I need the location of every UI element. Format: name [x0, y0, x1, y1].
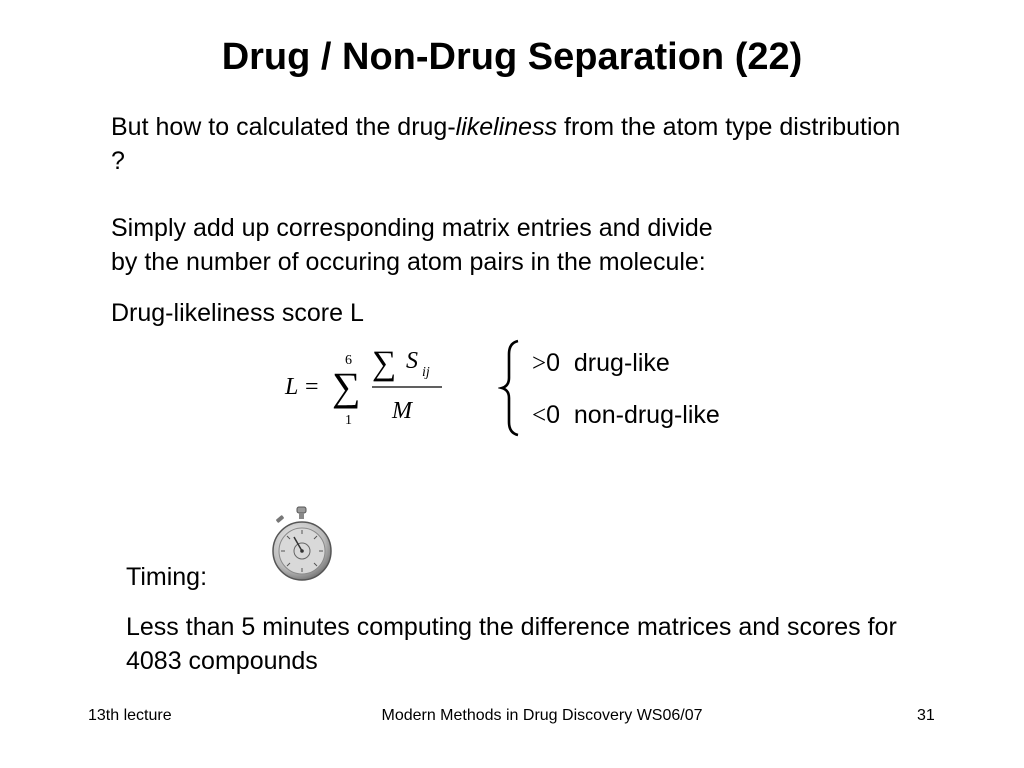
- sum-upper-limit: 6: [345, 353, 352, 368]
- outer-sigma: ∑: [332, 364, 361, 409]
- question-text-end: from the atom type distribution ?: [111, 113, 901, 175]
- condition-drug-like: [532, 346, 670, 381]
- condition-brace: [498, 338, 524, 438]
- question-paragraph: [111, 110, 911, 178]
- timing-text: Less than 5 minutes computing the difference matrices and scores for 4083 compounds: [126, 613, 897, 675]
- sum-lower-limit: 1: [345, 413, 352, 428]
- timing-label: Timing:: [126, 563, 208, 591]
- formula-equals: =: [305, 374, 319, 400]
- slide-title: Drug / Non-Drug Separation (22): [221, 36, 803, 78]
- footer-course: Modern Methods in Drug Discovery WS06/07: [381, 707, 703, 724]
- condition-text: 0 drug-like: [546, 349, 670, 377]
- condition-symbol: <: [532, 402, 547, 429]
- method-line-2: by the number of occuring atom pairs in the molecule:: [111, 248, 706, 276]
- question-text-start: But how to calculated the drug-: [111, 113, 456, 141]
- condition-text: 0 non-drug-like: [546, 401, 720, 429]
- formula-lhs: L: [285, 374, 299, 400]
- method-line-1: Simply add up corresponding matrix entries and divide: [111, 214, 713, 242]
- question-text-italic: likeliness: [455, 113, 558, 141]
- stopwatch-icon: [266, 503, 336, 585]
- score-label: Drug-likeliness score L: [111, 299, 364, 327]
- condition-non-drug-like: [532, 398, 720, 433]
- numerator-var: S: [406, 348, 418, 374]
- method-paragraph: [111, 211, 911, 279]
- formula-graphic: [280, 340, 460, 440]
- inner-sigma: ∑: [372, 345, 397, 382]
- numerator-sub: ij: [422, 365, 430, 380]
- denominator: M: [392, 398, 412, 424]
- condition-symbol: >: [532, 350, 547, 377]
- footer-lecture: 13th lecture: [88, 707, 172, 724]
- score-formula: [280, 340, 460, 440]
- footer-page-number: 31: [917, 707, 935, 724]
